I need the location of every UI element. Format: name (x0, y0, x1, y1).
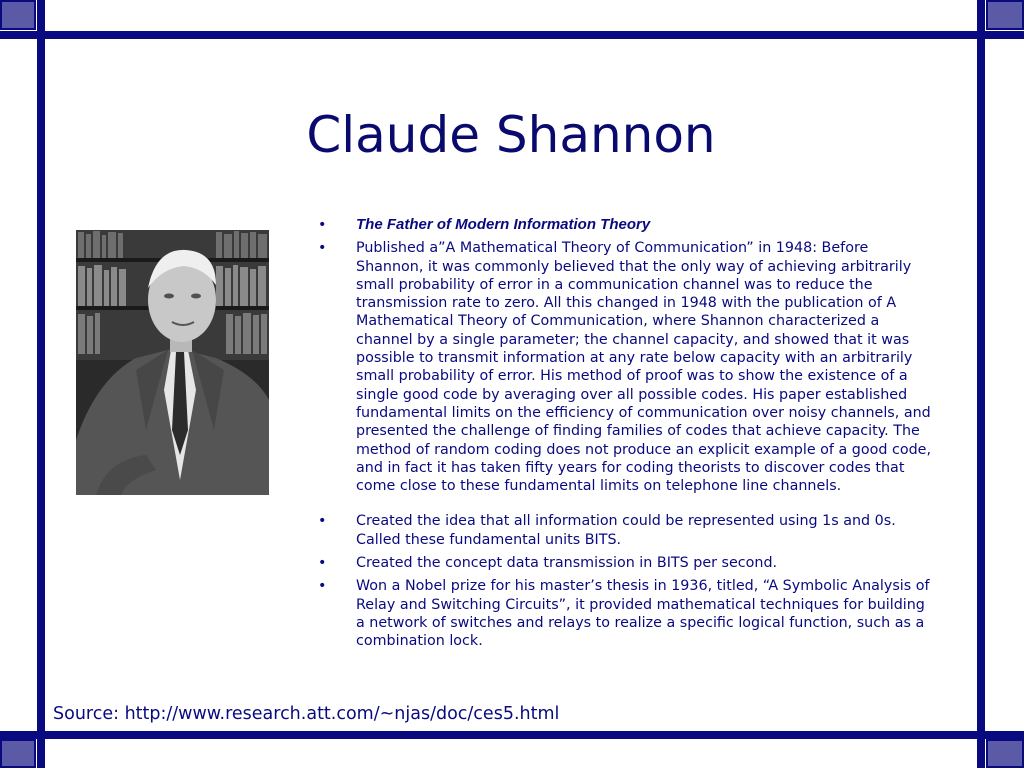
source-citation: Source: http://www.research.att.com/~njas/doc/ces5.html (53, 704, 560, 724)
bullet-text: Won a Nobel prize for his master’s thesis in 1936, titled, “A Symbolic Analysis of Relay and Switching Circuits”, it provided mathematical techniques for building a network of switches and relays to realize a specific logical function, such as a combination lock. (356, 578, 930, 650)
frame-top-line (0, 31, 1024, 39)
corner-square-top-left (0, 0, 36, 30)
bullet-item (312, 577, 936, 650)
portrait-photo (76, 230, 269, 495)
bullet-dot: • (318, 240, 327, 257)
frame-right-line (977, 0, 985, 768)
bullet-item (312, 554, 936, 572)
bullet-dot: • (318, 513, 327, 530)
bullet-text-subtitle: The Father of Modern Information Theory (356, 216, 651, 233)
frame-left-line (37, 0, 45, 768)
corner-square-bottom-left (0, 739, 36, 768)
bullet-item (312, 512, 936, 549)
frame-bottom-line (0, 731, 1024, 739)
bullet-text: Created the idea that all information could be represented using 1s and 0s. Called these fundamental units BITS. (356, 513, 896, 548)
bullet-list (312, 216, 936, 656)
bullet-text: Created the concept data transmission in BITS per second. (356, 555, 778, 572)
slide-title: Claude Shannon (306, 106, 716, 164)
bullet-item (312, 216, 936, 234)
bullet-dot: • (318, 578, 327, 595)
corner-square-bottom-right (986, 739, 1024, 768)
bullet-item (312, 239, 936, 495)
bullet-dot: • (318, 555, 327, 572)
bullet-dot: • (318, 217, 327, 233)
corner-square-top-right (986, 0, 1024, 30)
bullet-text: Published a”A Mathematical Theory of Communication” in 1948: Before Shannon, it was commonly believed that the only way of achieving arbitrarily small probability of error in a communication channel was to reduce the transmission rate to zero. All this changed in 1948 with the publication of A Mathematical Theory of Communication, where Shannon characterized a channel by a single parameter; the channel capacity, and showed that it was possible to transmit information at any rate below capacity with an arbitrarily small probability of error. His method of proof was to show the existence of a single good code by averaging over all possible codes. His paper established fundamental limits on the efficiency of communication over noisy channels, and presented the challenge of finding families of codes that achieve capacity. The method of random coding does not produce an explicit example of a good code, and in fact it has taken fifty years for coding theorists to discover codes that come close to these fundamental limits on telephone line channels. (356, 240, 932, 495)
